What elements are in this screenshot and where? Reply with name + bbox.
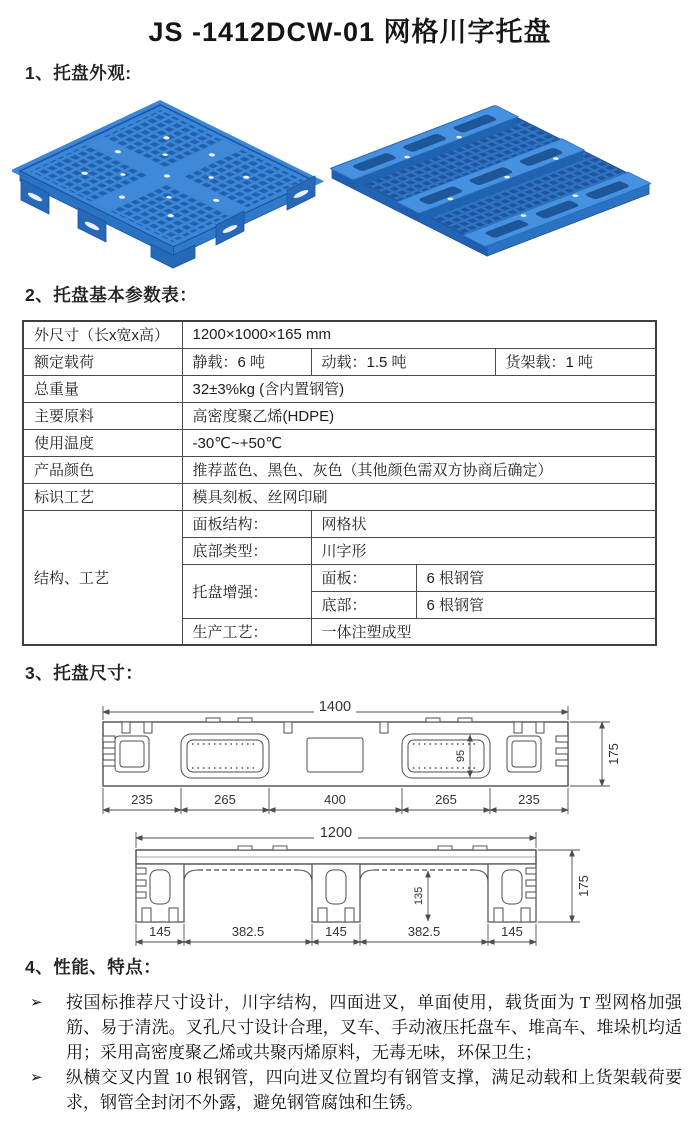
spec-table: [22, 320, 657, 646]
reinforce-panel-value: 6 根钢管: [416, 564, 656, 591]
reinforce-bottom-value: 6 根钢管: [416, 591, 656, 618]
reinforce-label: 托盘增强：: [182, 564, 311, 618]
material-label: 主要原料: [23, 402, 182, 429]
reinforce-bottom-label: 底部：: [311, 591, 416, 618]
table-row: [23, 348, 656, 375]
dim-height-1: 175: [606, 743, 621, 765]
arrow-bullet-icon: ➢: [30, 993, 43, 1011]
dim-seg-1-0: 235: [131, 792, 153, 807]
bottom-type-value: 川字形: [311, 537, 656, 564]
weight-label: 总重量: [23, 375, 182, 402]
static-load-value: 静载：6 吨: [182, 348, 311, 375]
dim-seg-1-1: 265: [214, 792, 236, 807]
feature-text: 纵横交叉内置 10 根钢管，四向进叉位置均有钢管支撑，满足动载和上货架载荷要求，钢管全封闭不外露，避免钢管腐蚀和生锈。: [66, 1068, 682, 1112]
page-title: JS -1412DCW-01 网格川字托盘: [148, 17, 552, 47]
material-value: 高密度聚乙烯(HDPE): [182, 402, 656, 429]
table-row: [23, 456, 656, 483]
dim-seg-1-4: 235: [518, 792, 540, 807]
process-label: 生产工艺：: [182, 618, 311, 645]
dim-height-2: 175: [576, 875, 591, 897]
table-row: [23, 402, 656, 429]
marking-label: 标识工艺: [23, 483, 182, 510]
dim-seg-2-4: 145: [501, 924, 523, 939]
table-row: [23, 510, 656, 537]
table-row: [23, 483, 656, 510]
section-heading-dimensions: 3、托盘尺寸：: [25, 663, 144, 683]
dimension-drawing-section-1200: [88, 822, 648, 950]
table-row: [23, 375, 656, 402]
feature-item: [30, 990, 682, 1065]
dim-inner-height-2: 135: [413, 886, 425, 906]
color-label: 产品颜色: [23, 456, 182, 483]
table-row: [23, 429, 656, 456]
pallet-top-view-image: [12, 86, 332, 278]
dim-seg-2-1: 382.5: [231, 924, 265, 939]
section-heading-parameters: 2、托盘基本参数表：: [25, 285, 198, 305]
dim-seg-1-3: 265: [435, 792, 457, 807]
dim-seg-2-0: 145: [149, 924, 171, 939]
rated-load-label: 额定载荷: [23, 348, 182, 375]
dimension-drawing-side-1400: [88, 696, 648, 818]
arrow-bullet-icon: ➢: [30, 1068, 43, 1086]
process-value: 一体注塑成型: [311, 618, 656, 645]
dim-seg-2-2: 145: [325, 924, 347, 939]
table-row: [23, 321, 656, 348]
panel-structure-label: 面板结构：: [182, 510, 311, 537]
pallet-bottom-view-image: [328, 92, 688, 272]
pallet-top-deck: [20, 105, 314, 247]
section-heading-features: 4、性能、特点：: [25, 957, 162, 977]
weight-value: 32±3%kg (含内置钢管): [182, 375, 656, 402]
temperature-value: -30℃~+50℃: [182, 429, 656, 456]
dynamic-load-value: 动载：1.5 吨: [311, 348, 495, 375]
panel-structure-value: 网格状: [311, 510, 656, 537]
dim-inner-height-1: 95: [455, 749, 467, 763]
outer-size-value: 1200×1000×165 mm: [182, 321, 656, 348]
marking-value: 模具刻板、丝网印刷: [182, 483, 656, 510]
dim-total-width-2: 1200: [319, 825, 353, 841]
dim-seg-2-3: 382.5: [407, 924, 441, 939]
bottom-type-label: 底部类型：: [182, 537, 311, 564]
reinforce-panel-label: 面板：: [311, 564, 416, 591]
dim-seg-1-2: 400: [324, 792, 346, 807]
temperature-label: 使用温度: [23, 429, 182, 456]
outer-size-label: 外尺寸（长x宽x高）: [23, 321, 182, 348]
section-heading-appearance: 1、托盘外观:: [25, 63, 132, 83]
structure-label: 结构、工艺: [23, 510, 182, 645]
rack-load-value: 货架载：1 吨: [495, 348, 656, 375]
dim-total-width-1: 1400: [318, 699, 352, 715]
color-value: 推荐蓝色、黑色、灰色（其他颜色需双方协商后确定）: [182, 456, 656, 483]
feature-text: 按国标推荐尺寸设计，川字结构，四面进叉，单面使用，载货面为 T 型网格加强筋、易于清洗。叉孔尺寸设计合理，叉车、手动液压托盘车、堆高车、堆垛机均适用；采用高密度聚乙烯或共聚丙烯原料，无毒无味，环保卫生；: [66, 993, 682, 1062]
feature-item: [30, 1065, 682, 1115]
